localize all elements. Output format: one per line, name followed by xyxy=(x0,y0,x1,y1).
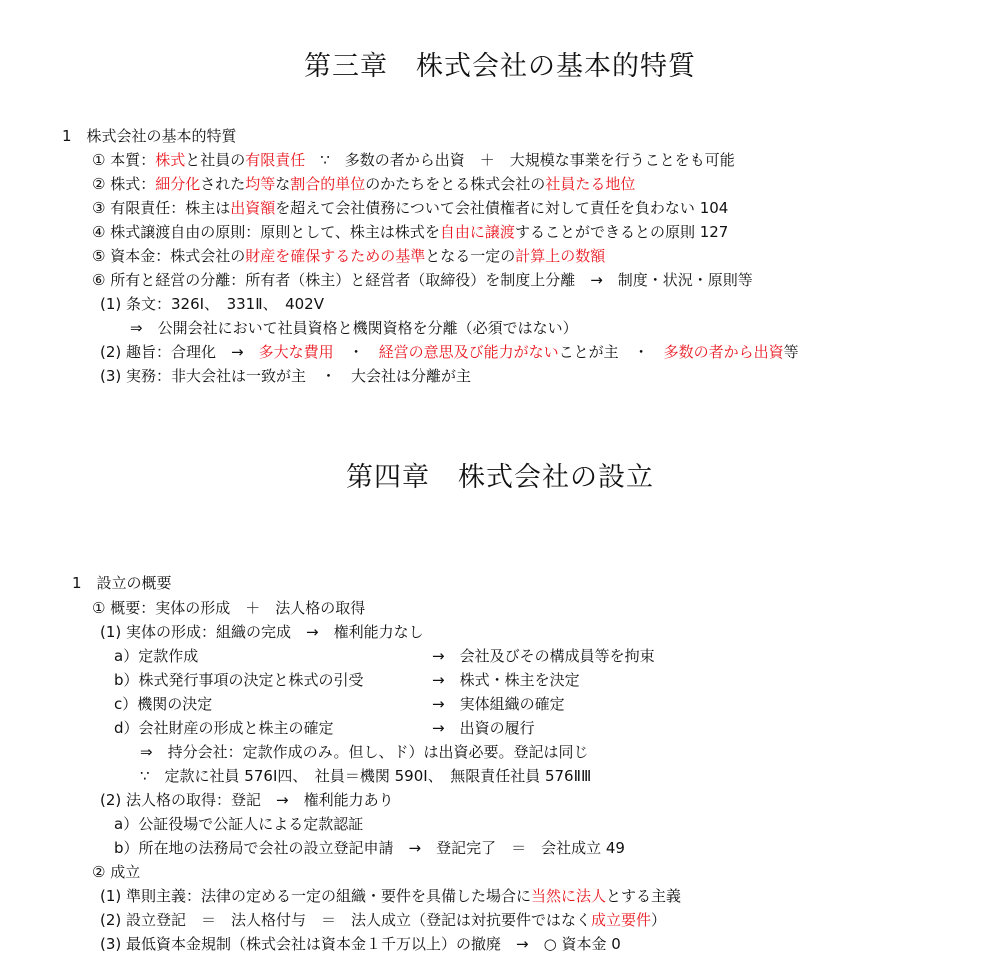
chapter4-line-3 xyxy=(100,621,424,643)
chapter4-line-5 xyxy=(114,669,364,691)
chapter4-line-11 xyxy=(114,813,363,835)
line-text: された xyxy=(200,175,246,193)
line-text: ① 本質： xyxy=(92,151,156,169)
line-text: ④ 株式譲渡自由の原則：原則として、株主は株式を xyxy=(92,223,440,241)
highlighted-term: 多数の者から出資 xyxy=(663,343,784,361)
line-text: (1) 準則主義：法律の定める一定の組織・要件を具備した場合に xyxy=(100,887,532,905)
highlighted-term: 均等 xyxy=(245,175,276,193)
line-text: (3) 実務：非大会社は一致が主 ・ 大会社は分離が主 xyxy=(100,367,472,385)
line-text: となる一定の xyxy=(425,247,516,265)
line-text: ） xyxy=(651,911,667,929)
chapter4-line-8 xyxy=(140,741,588,763)
highlighted-term: 多大な費用 xyxy=(258,343,334,361)
line-text: ⑤ 資本金：株式会社の xyxy=(92,247,246,265)
chapter3-line-5 xyxy=(92,221,728,243)
line-text: (2) 設立登記 ＝ 法人格付与 ＝ 法人成立（登記は対抗要件ではなく xyxy=(100,911,592,929)
line-text: ⇒ 持分会社：定款作成のみ。但し、ド）は出資必要。登記は同じ xyxy=(140,743,589,761)
chapter3-line-3 xyxy=(92,173,635,195)
chapter4-line-1 xyxy=(72,572,172,594)
line-text: ① 概要：実体の形成 ＋ 法人格の取得 xyxy=(92,599,366,617)
line-text: ② 成立 xyxy=(92,863,141,881)
chapter4-title: 第四章 株式会社の設立 xyxy=(346,462,654,493)
line-text: (2) 法人格の取得：登記 → 権利能力あり xyxy=(100,791,394,809)
chapter4-line-10 xyxy=(100,789,394,811)
chapter4-line-4-result: → 会社及びその構成員等を拘束 xyxy=(432,647,655,665)
chapter4-line-7-result: → 出資の履行 xyxy=(432,719,535,737)
line-text: のかたちをとる株式会社の xyxy=(365,175,546,193)
chapter4-line-9 xyxy=(140,765,591,787)
chapter3-line-2 xyxy=(92,149,735,171)
highlighted-term: 計算上の数額 xyxy=(515,247,606,265)
highlighted-term: 割合的単位 xyxy=(290,175,366,193)
line-text: 1 設立の概要 xyxy=(72,574,172,592)
line-text: することができるとの原則 127 xyxy=(514,223,729,241)
line-text: 1 株式会社の基本的特質 xyxy=(62,127,237,145)
highlighted-term: 自由に譲渡 xyxy=(439,223,515,241)
chapter3-line-11 xyxy=(100,365,471,387)
line-text: a）定款作成 xyxy=(114,647,199,665)
highlighted-term: 社員たる地位 xyxy=(545,175,636,193)
highlighted-term: 出資額 xyxy=(230,199,276,217)
line-text: ∵ 定款に社員 576Ⅰ四、 社員＝機関 590Ⅰ、 無限責任社員 576ⅡⅢ xyxy=(140,767,592,785)
line-text: とする主義 xyxy=(606,887,682,905)
chapter4-line-2 xyxy=(92,597,365,619)
line-text: a）公証役場で公証人による定款認証 xyxy=(114,815,364,833)
line-text: を超えて会社債務について会社債権者に対して責任を負わない 104 xyxy=(275,199,729,217)
chapter4-line-6-result: → 実体組織の確定 xyxy=(432,695,565,713)
highlighted-term: 細分化 xyxy=(155,175,201,193)
chapter4-line-13 xyxy=(92,861,140,883)
highlighted-term: 有限責任 xyxy=(245,151,306,169)
line-text: b）所在地の法務局で会社の設立登記申請 → 登記完了 ＝ 会社成立 49 xyxy=(114,839,625,857)
chapter4-line-14 xyxy=(100,885,681,907)
line-text: ∵ 多数の者から出資 ＋ 大規模な事業を行うことをも可能 xyxy=(305,151,735,169)
chapter4-line-16 xyxy=(100,933,621,955)
chapter3-line-8 xyxy=(100,293,324,315)
line-text: ② 株式： xyxy=(92,175,156,193)
line-text: b）株式発行事項の決定と株式の引受 xyxy=(114,671,364,689)
chapter3-line-6 xyxy=(92,245,605,267)
line-text: な xyxy=(275,175,291,193)
chapter4-line-7 xyxy=(114,717,334,739)
line-text: d）会社財産の形成と株主の確定 xyxy=(114,719,334,737)
highlighted-term: 株式 xyxy=(155,151,186,169)
line-text: (1) 実体の形成：組織の完成 → 権利能力なし xyxy=(100,623,424,641)
chapter4-line-6 xyxy=(114,693,212,715)
line-text: (2) 趣旨：合理化 → xyxy=(100,343,259,361)
line-text: ことが主 ・ xyxy=(558,343,664,361)
line-text: (3) 最低資本金規制（株式会社は資本金１千万以上）の撤廃 → ○ 資本金 0 xyxy=(100,935,621,953)
line-text: ③ 有限責任：株主は xyxy=(92,199,231,217)
chapter4-line-4 xyxy=(114,645,198,667)
chapter3-title: 第三章 株式会社の基本的特質 xyxy=(304,51,696,82)
chapter4-line-15 xyxy=(100,909,666,931)
line-text: ⇒ 公開会社において社員資格と機関資格を分離（必須ではない） xyxy=(130,319,578,337)
chapter3-line-1 xyxy=(62,125,237,147)
line-text: ⑥ 所有と経営の分離：所有者（株主）と経営者（取締役）を制度上分離 → 制度・状況・原則等 xyxy=(92,271,753,289)
chapter3-line-4 xyxy=(92,197,728,219)
line-text: c）機関の決定 xyxy=(114,695,213,713)
chapter3-line-7 xyxy=(92,269,753,291)
line-text: (1) 条文：326Ⅰ、 331Ⅱ、 402Ⅴ xyxy=(100,295,324,313)
highlighted-term: 成立要件 xyxy=(591,911,652,929)
highlighted-term: 財産を確保するための基準 xyxy=(245,247,426,265)
highlighted-term: 当然に法人 xyxy=(531,887,607,905)
chapter3-line-10 xyxy=(100,341,799,363)
line-text: ・ xyxy=(333,343,379,361)
highlighted-term: 経営の意思及び能力がない xyxy=(378,343,559,361)
line-text: と社員の xyxy=(185,151,246,169)
chapter4-line-12 xyxy=(114,837,625,859)
chapter3-line-9 xyxy=(130,317,578,339)
line-text: 等 xyxy=(783,343,799,361)
chapter4-line-5-result: → 株式・株主を決定 xyxy=(432,671,580,689)
